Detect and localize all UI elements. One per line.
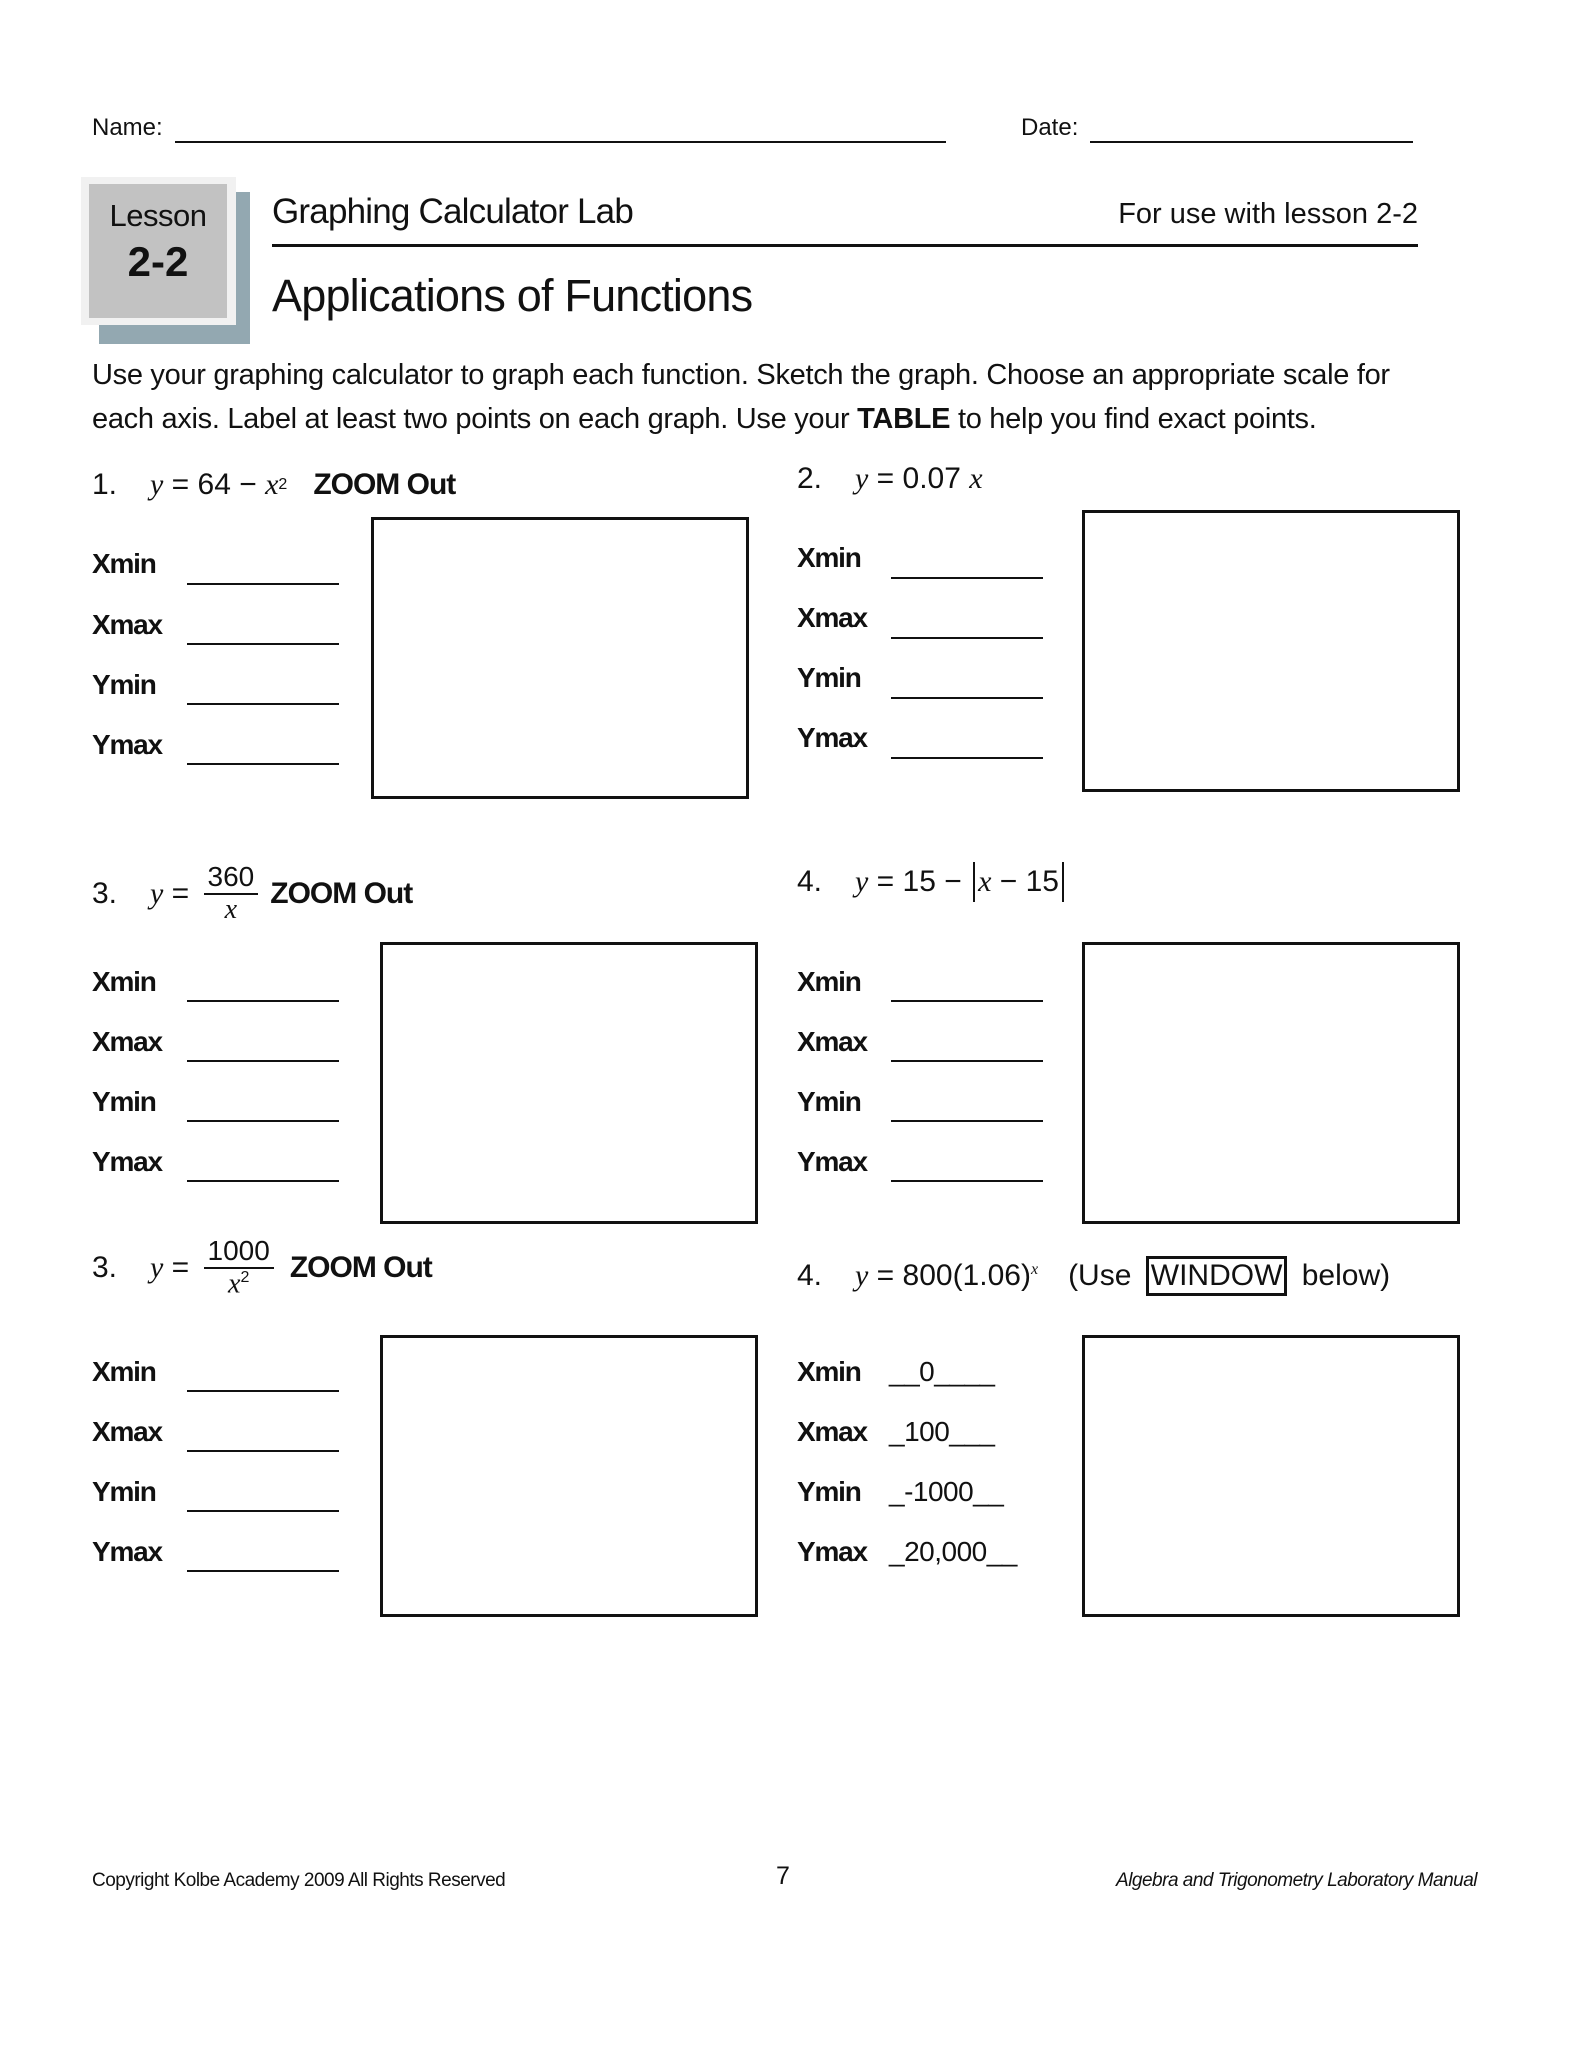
problem-number: 4. <box>797 865 823 898</box>
equation-fraction <box>204 862 259 926</box>
ymin-field[interactable] <box>187 1510 339 1512</box>
equation-var: x <box>265 468 279 501</box>
equation-abs-inner: − 15 <box>991 865 1059 898</box>
xmax-label: Xmax <box>92 609 162 640</box>
abs-bar-left <box>973 862 975 902</box>
equation-exponent: x <box>1030 1261 1039 1278</box>
xmin-field[interactable] <box>891 1000 1043 1002</box>
problem-5-header <box>92 1236 432 1300</box>
window-note-suffix: below) <box>1293 1259 1391 1292</box>
xmin-field[interactable] <box>187 1390 339 1392</box>
graph-sketch-box-5[interactable] <box>380 1335 758 1617</box>
equation-lhs: y <box>855 865 869 898</box>
ymax-label: Ymax <box>92 1536 162 1567</box>
graph-sketch-box-4[interactable] <box>1082 942 1460 1224</box>
ymax-label: Ymax <box>797 1146 867 1177</box>
window-note-prefix: (Use <box>1068 1259 1140 1292</box>
fraction-denominator: x <box>228 1268 241 1300</box>
equation-rhs: = 800(1.06) <box>868 1259 1031 1292</box>
table-keyword: TABLE <box>857 403 951 435</box>
footer-book-title: Algebra and Trigonometry Laboratory Manual <box>1116 1870 1477 1891</box>
ymax-field[interactable] <box>187 763 339 765</box>
equation-var: x <box>978 865 992 898</box>
xmin-label: Xmin <box>797 966 861 997</box>
equation-lhs: y <box>855 1259 869 1292</box>
problem-2-header <box>797 462 983 496</box>
page-number: 7 <box>776 1862 790 1890</box>
equation-rhs: = <box>163 1250 198 1284</box>
equation-lhs: y <box>150 876 164 910</box>
xmin-label: Xmin <box>797 1356 861 1387</box>
lesson-badge-word: Lesson <box>109 198 207 233</box>
xmin-field[interactable] <box>187 1000 339 1002</box>
ymax-field[interactable] <box>891 757 1043 759</box>
fraction-denominator: x <box>224 893 238 925</box>
title-rule <box>272 244 1418 247</box>
ymin-field[interactable] <box>187 703 339 705</box>
ymin-field[interactable] <box>891 1120 1043 1122</box>
ymax-field[interactable] <box>187 1570 339 1572</box>
xmin-field[interactable] <box>891 577 1043 579</box>
fraction-numerator: 1000 <box>204 1236 274 1269</box>
date-field[interactable] <box>1090 141 1413 143</box>
equation-rhs: = 64 − <box>163 468 266 501</box>
problem-3-header <box>92 862 412 926</box>
instructions-line-1: Use your graphing calculator to graph each function. Sketch the graph. Choose an appropriate scale for <box>92 359 1390 391</box>
problem-1-header <box>92 468 455 502</box>
ymin-label: Ymin <box>797 1086 861 1117</box>
xmax-label: Xmax <box>797 1416 867 1447</box>
ymax-field[interactable] <box>187 1180 339 1182</box>
name-label: Name: <box>92 114 163 141</box>
instructions-text: to help you find exact points. <box>950 403 1317 435</box>
equation-lhs: y <box>855 462 869 495</box>
xmax-label: Xmax <box>92 1026 162 1057</box>
xmax-field[interactable] <box>187 643 339 645</box>
lab-title: Graphing Calculator Lab <box>272 192 633 231</box>
xmax-label: Xmax <box>92 1416 162 1447</box>
denominator-exponent: 2 <box>240 1268 250 1286</box>
window-key-label: WINDOW <box>1146 1256 1288 1296</box>
page-title: Applications of Functions <box>272 270 753 321</box>
ymin-label: Ymin <box>92 1476 156 1507</box>
xmax-label: Xmax <box>797 602 867 633</box>
graph-sketch-box-3[interactable] <box>380 942 758 1224</box>
zoom-out-note: ZOOM Out <box>270 876 413 910</box>
abs-bar-right <box>1062 862 1064 902</box>
fraction-numerator: 360 <box>204 862 259 895</box>
xmin-label: Xmin <box>797 542 861 573</box>
problem-number: 3. <box>92 876 118 910</box>
equation-exponent: 2 <box>278 476 288 493</box>
xmax-field[interactable] <box>187 1060 339 1062</box>
graph-sketch-box-2[interactable] <box>1082 510 1460 792</box>
instructions-text: each axis. Label at least two points on each graph. Use your <box>92 403 858 435</box>
xmin-label: Xmin <box>92 548 156 579</box>
xmax-label: Xmax <box>797 1026 867 1057</box>
equation-lhs: y <box>150 1250 164 1284</box>
zoom-out-note: ZOOM Out <box>313 468 456 501</box>
equation-var: x <box>969 462 983 495</box>
ymin-label: Ymin <box>797 662 861 693</box>
problem-6-header <box>797 1256 1390 1296</box>
lesson-badge <box>89 184 227 318</box>
xmax-field[interactable] <box>891 1060 1043 1062</box>
problem-4-header <box>797 862 1067 902</box>
xmax-field[interactable] <box>187 1450 339 1452</box>
ymin-field[interactable] <box>891 697 1043 699</box>
ymin-field[interactable] <box>187 1120 339 1122</box>
ymin-label: Ymin <box>92 669 156 700</box>
ymax-label: Ymax <box>92 729 162 760</box>
equation-rhs: = <box>163 876 198 910</box>
xmax-value[interactable]: _100___ <box>889 1416 995 1447</box>
zoom-out-note: ZOOM Out <box>289 1250 432 1284</box>
xmin-value[interactable]: __0____ <box>889 1356 995 1387</box>
graph-sketch-box-1[interactable] <box>371 517 749 799</box>
equation-fraction <box>204 1236 274 1300</box>
for-use-note: For use with lesson 2-2 <box>1118 198 1418 230</box>
ymin-label: Ymin <box>797 1476 861 1507</box>
xmin-field[interactable] <box>187 583 339 585</box>
problem-number: 3. <box>92 1250 118 1284</box>
instructions-line-2 <box>92 403 1317 436</box>
date-label: Date: <box>1021 114 1079 141</box>
name-field[interactable] <box>175 141 946 143</box>
ymax-label: Ymax <box>797 722 867 753</box>
footer-copyright: Copyright Kolbe Academy 2009 All Rights Reserved <box>92 1870 506 1891</box>
ymin-label: Ymin <box>92 1086 156 1117</box>
problem-number: 1. <box>92 468 118 501</box>
ymax-value[interactable]: _20,000__ <box>889 1536 1017 1567</box>
xmax-field[interactable] <box>891 637 1043 639</box>
ymax-field[interactable] <box>891 1180 1043 1182</box>
graph-sketch-box-6[interactable] <box>1082 1335 1460 1617</box>
problem-number: 4. <box>797 1259 823 1292</box>
xmin-label: Xmin <box>92 1356 156 1387</box>
ymin-value[interactable]: _-1000__ <box>889 1476 1004 1507</box>
lesson-badge-number: 2-2 <box>127 238 189 285</box>
equation-lhs: y <box>150 468 164 501</box>
equation-rhs: = 15 − <box>868 865 971 898</box>
xmin-label: Xmin <box>92 966 156 997</box>
equation-rhs: = 0.07 <box>868 462 961 495</box>
ymax-label: Ymax <box>797 1536 867 1567</box>
problem-number: 2. <box>797 462 823 495</box>
ymax-label: Ymax <box>92 1146 162 1177</box>
